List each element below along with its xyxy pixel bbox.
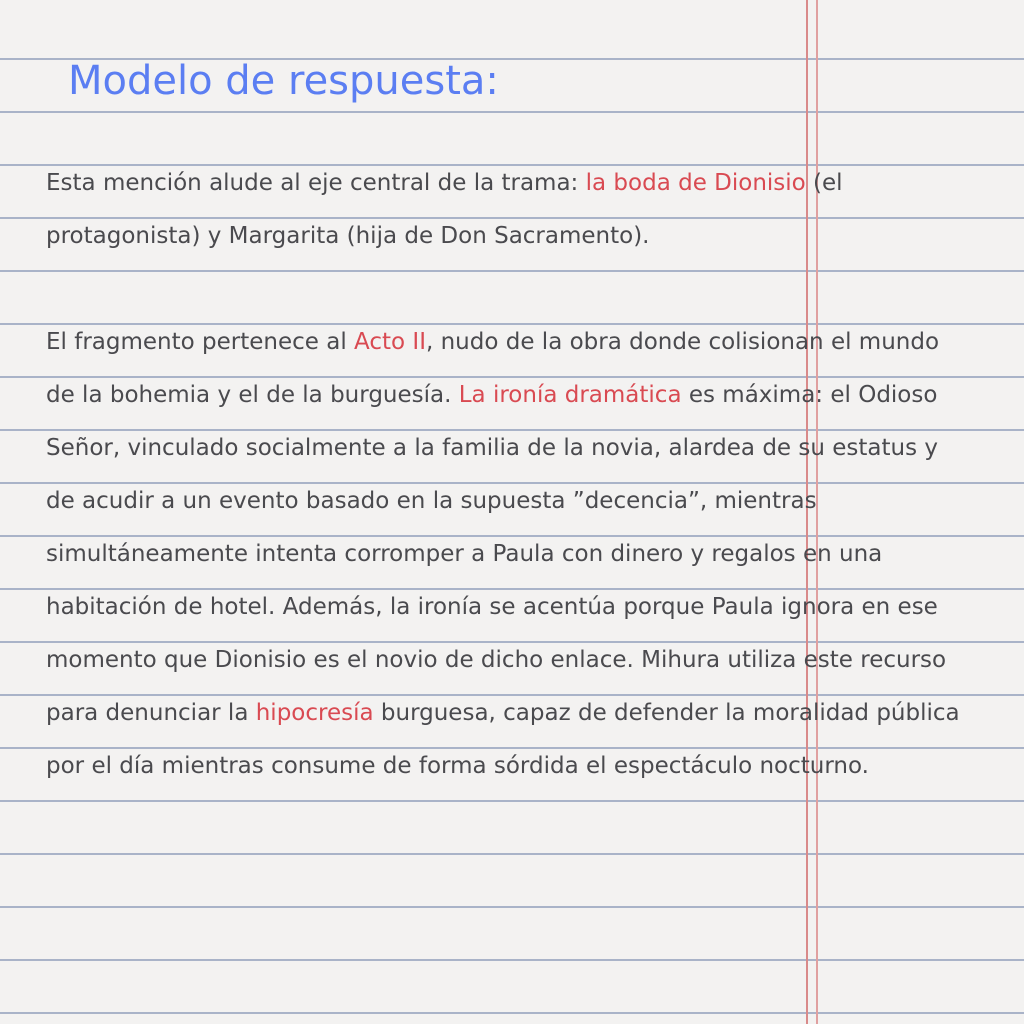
paragraph-gap [46,263,966,316]
highlight-ironia: La ironía dramática [458,382,682,408]
page-title: Modelo de respuesta: [68,58,499,104]
paragraph-1-text-1: Esta mención alude al eje central de la trama: [46,170,586,196]
paragraph-1 [46,157,966,263]
answer-body [46,157,966,793]
highlight-boda: la boda de Dionisio [585,170,806,196]
paragraph-2-text-2: , nudo de la obra donde colisionan el mundo de la bohemia y el de la burguesía. [46,329,940,408]
paragraph-2 [46,316,966,793]
paragraph-2-text-4: burguesa, capaz de defender la moralidad pública por el día mientras consume de forma sórdida el espectáculo nocturno. [46,700,960,779]
paragraph-1-text-2: (el protagonista) y Margarita (hija de Don Sacramento). [46,170,843,249]
paragraph-2-text-3: es máxima: el Odioso Señor, vinculado socialmente a la familia de la novia, alardea de su estatus y de acudir a un evento basado en la supuesta ”decencia”, mientras simultáneamente intenta corromper a Paula con dinero y regalos en una habitación de hotel. Además, la ironía se acentúa porque Paula ignora en ese momento que Dionisio es el novio de dicho enlace. Mihura utiliza este recurso para denunciar la [46,382,947,726]
highlight-acto: Acto II [354,329,426,355]
highlight-hipocresia: hipocresía [255,700,374,726]
paragraph-2-text-1: El fragmento pertenece al [46,329,355,355]
